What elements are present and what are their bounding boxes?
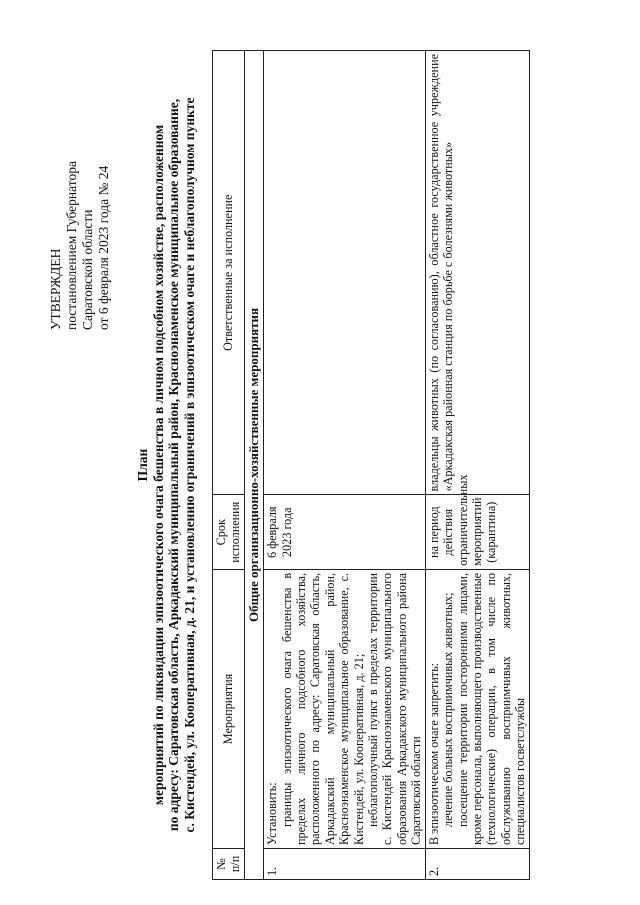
row-measures bbox=[264, 569, 425, 848]
row-num: 1. bbox=[264, 849, 425, 880]
row-num: 2. bbox=[425, 849, 529, 880]
header-deadline: Срок исполнения bbox=[213, 495, 245, 569]
measure-paragraph: посещение территории посторонними лицами, кроме персонала, выполняющего производственные (технологические) операции, в том числе по обслуживанию восприимчивых животных, специалистов госветслужбы bbox=[455, 572, 528, 845]
plan-heading: План bbox=[135, 448, 150, 482]
header-num: № п/п bbox=[213, 849, 245, 880]
row-responsible: владельцы животных (по согласованию), областное государственное учреждение «Аркадакская районная станция по борьбе с болезнями животных» bbox=[425, 51, 529, 496]
table-row bbox=[425, 51, 529, 880]
table-header-row bbox=[213, 51, 245, 880]
row-deadline: на период действия ограничительных мероприятий (карантина) bbox=[425, 495, 529, 569]
measure-paragraph: лечение больных восприимчивых животных; bbox=[441, 592, 456, 827]
measure-paragraph: В эпизоотическом очаге запретить: bbox=[426, 662, 441, 845]
measure-paragraph: Установить: bbox=[265, 782, 280, 845]
header-responsible: Ответственные за исполнение bbox=[213, 51, 245, 496]
approval-block bbox=[48, 50, 112, 330]
approval-date: от 6 февраля 2023 года № 24 bbox=[96, 165, 111, 330]
plan-title bbox=[135, 45, 197, 885]
header-measures: Мероприятия bbox=[213, 569, 245, 848]
measure-paragraph: неблагополучный пункт в пределах территории с. Кистендей Красноэнаменского муниципального образования Аркадакского муниципального района Саратовской области bbox=[366, 572, 424, 845]
measures-table bbox=[212, 50, 530, 880]
section-row bbox=[244, 51, 263, 880]
row-deadline: 6 февраля 2023 года bbox=[264, 495, 425, 569]
approval-line: постановлением Губернатора bbox=[64, 161, 79, 330]
table-row bbox=[264, 51, 425, 880]
row-responsible bbox=[264, 51, 425, 496]
plan-title-line: мероприятий по ликвидации эпизоотического очага бешенства в личном подсобном хозяйстве, расположенном bbox=[150, 124, 166, 806]
plan-title-line: с. Кистендей, ул. Кооперативная, д. 21, и установлению ограничений в эпизоотическом очаге и неблагополучном пункте bbox=[181, 97, 197, 833]
row-measures bbox=[425, 569, 529, 848]
approval-line: Саратовской области bbox=[80, 209, 95, 330]
document-page bbox=[40, 45, 620, 885]
measure-paragraph: границы эпизоотического очага бешенства в пределах личного подсобного хозяйства, расположенного по адресу: Саратовская область, Аркадакский муниципальный район, Красноэнаменское муниципальное образование, с. Кистендей, ул. Кооперативная, д. 21; bbox=[279, 572, 366, 845]
section-title: Общие организационно-хозяйственные мероприятия bbox=[244, 51, 263, 880]
approval-title: УТВЕРЖДЕН bbox=[48, 248, 63, 330]
plan-title-line: по адресу: Саратовская область, Аркадакский муниципальный район, Красноэнаменское муниципальное образование, bbox=[166, 98, 181, 832]
